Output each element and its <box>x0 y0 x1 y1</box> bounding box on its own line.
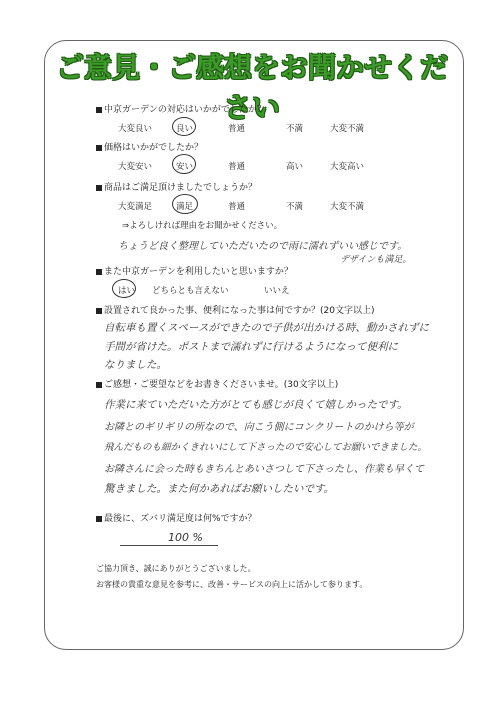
comments-answer-line5: 驚きました。また何かあればお願いしたいです。 <box>104 483 335 495</box>
option-service-4[interactable]: 不満 <box>286 124 304 134</box>
answer-underline <box>120 545 218 546</box>
bullet-square-icon <box>96 107 102 113</box>
selected-circle <box>172 154 196 174</box>
option-product-4[interactable]: 不満 <box>286 202 304 212</box>
benefit-answer-line2: 手間が省けた。ポストまで濡れずに行けるようになって便利に <box>104 341 398 353</box>
reason-prompt: ⇒よろしければ理由をお聞かせください。 <box>122 221 283 231</box>
comments-answer-line4: お隣さんに会った時もきちんとあいさつして下さったし、作業も早くて <box>104 464 424 475</box>
option-service-5[interactable]: 大変不満 <box>330 124 365 134</box>
option-reuse-no[interactable]: いいえ <box>264 286 290 296</box>
bullet-square-icon <box>96 308 102 314</box>
benefit-answer-line3: なりました。 <box>104 359 167 371</box>
question-reuse: また中京ガーデンを利用したいと思いますか？ <box>96 264 293 277</box>
question-service: 中京ガーデンの対応はいかがでしたか？ <box>96 102 266 115</box>
option-product-5[interactable]: 大変不満 <box>330 202 365 212</box>
question-comments: ご感想・ご要望などをお書きくださいませ。(30文字以上) <box>96 377 338 390</box>
option-price-3[interactable]: 普通 <box>228 162 246 172</box>
comments-answer-line2: お隣とのギリギリの所なので、向こう側にコンクリートのかけら等が <box>104 422 414 433</box>
benefit-answer-line1: 自転車も置くスペースができたので子供が出かける時、動かされずに <box>104 322 429 334</box>
option-service-2[interactable]: 良い <box>176 124 194 134</box>
bullet-square-icon <box>96 185 102 191</box>
question-product: 商品はご満足頂けましたでしょうか？ <box>96 180 257 193</box>
bullet-square-icon <box>96 516 102 522</box>
selected-circle <box>172 194 198 214</box>
survey-title: ご意見・ご感想をお聞かせください <box>55 51 448 124</box>
question-satisfaction: 最後に、ズバリ満足度は何%ですか？ <box>96 511 257 524</box>
option-service-1[interactable]: 大変良い <box>118 124 153 134</box>
selected-circle <box>172 117 196 136</box>
bullet-square-icon <box>96 382 102 388</box>
option-service-3[interactable]: 普通 <box>228 124 246 134</box>
option-reuse-yes[interactable]: はい <box>118 286 136 296</box>
reason-answer-line1: ちょうど良く整理していただいたので雨に濡れずいい感じです。 <box>118 241 408 252</box>
option-price-1[interactable]: 大変安い <box>118 162 153 172</box>
comments-answer-line3: 飛んだものも細かくきれいにして下さったので安心してお願いできました。 <box>104 442 428 453</box>
option-price-2[interactable]: 安い <box>176 162 194 172</box>
option-price-4[interactable]: 高い <box>286 162 304 172</box>
option-product-2[interactable]: 満足 <box>176 202 194 212</box>
satisfaction-answer: 100 % <box>168 531 203 544</box>
question-price: 価格はいかがでしたか？ <box>96 140 203 153</box>
option-product-1[interactable]: 大変満足 <box>118 202 153 212</box>
option-reuse-neutral[interactable]: どちらとも言えない <box>152 286 229 296</box>
bullet-square-icon <box>96 269 102 275</box>
option-price-5[interactable]: 大変高い <box>330 162 365 172</box>
footer-thanks: ご協力頂き、誠にありがとうございました。 <box>96 564 256 573</box>
reason-answer-line2: デザインも満足。 <box>340 255 412 265</box>
selected-circle <box>112 279 136 298</box>
question-benefit: 設置されて良かった事、便利になった事は何ですか？(20文字以上) <box>96 303 374 316</box>
footer-note: お客様の貴重な意見を参考に、改善・サービスの向上に活かして参ります。 <box>96 580 368 589</box>
bullet-square-icon <box>96 145 102 151</box>
option-product-3[interactable]: 普通 <box>228 202 246 212</box>
comments-answer-line1: 作業に来ていただいた方がとても感じが良くて嬉しかったです。 <box>104 399 408 411</box>
